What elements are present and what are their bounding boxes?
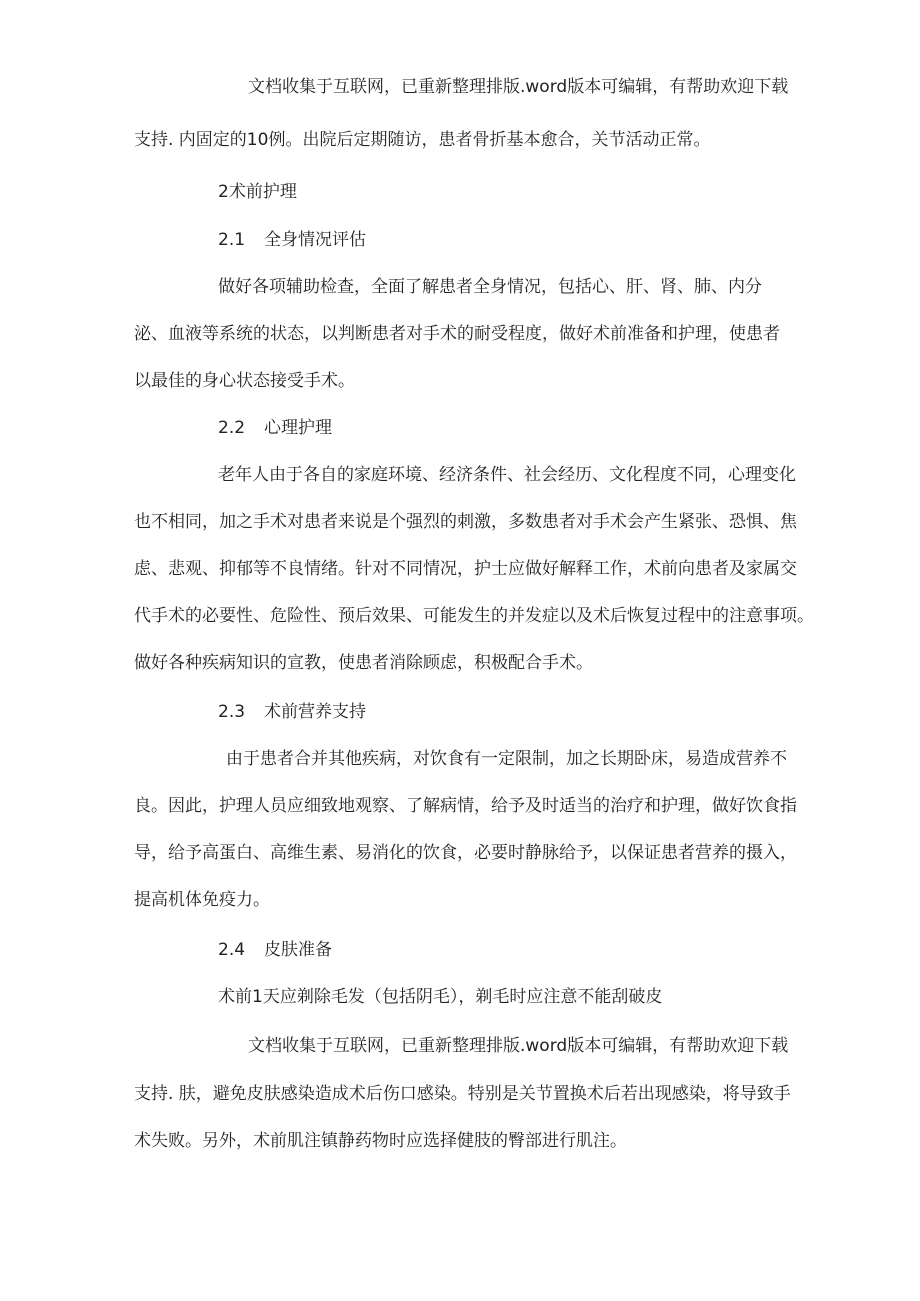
subsection-heading-2-4 [218, 938, 332, 962]
body-line: 由于患者合并其他疾病，对饮食有一定限制，加之长期卧床，易造成营养不 [226, 749, 787, 769]
body-line: 也不相同，加之手术对患者来说是个强烈的刺激，多数患者对手术会产生紧张、恐惧、焦 [134, 512, 797, 532]
body-line: 术失败。另外，术前肌注镇静药物时应选择健肢的臀部进行肌注。 [134, 1131, 627, 1151]
body-line: 泌、血液等系统的状态，以判断患者对手术的耐受程度，做好术前准备和护理，使患者 [134, 324, 780, 344]
section-number: 2.1 [218, 230, 246, 250]
body-line: 支持. 肤，避免皮肤感染造成术后伤口感染。特别是关节置换术后若出现感染，将导致手 [134, 1084, 791, 1104]
body-line: 支持. 内固定的10例。出院后定期随访，患者骨折基本愈合，关节活动正常。 [134, 130, 711, 150]
watermark-line-2: 文档收集于互联网，已重新整理排版.word版本可编辑，有帮助欢迎下载 [248, 1036, 789, 1056]
section-number: 2.2 [218, 418, 246, 438]
body-line: 术前1天应剃除毛发（包括阴毛），剃毛时应注意不能刮破皮 [218, 987, 663, 1007]
body-line: 代手术的必要性、危险性、预后效果、可能发生的并发症以及术后恢复过程中的注意事项。 [134, 606, 814, 626]
body-line: 导，给予高蛋白、高维生素、易消化的饮食，必要时静脉给予，以保证患者营养的摄入， [134, 843, 797, 863]
section-title: 皮肤准备 [264, 940, 332, 960]
body-line: 良。因此，护理人员应细致地观察、了解病情，给予及时适当的治疗和护理，做好饮食指 [134, 796, 797, 816]
subsection-heading-2-1 [218, 228, 366, 252]
body-line: 提高机体免疫力。 [134, 890, 270, 910]
subsection-heading-2-2 [218, 416, 332, 440]
section-number: 2.4 [218, 940, 246, 960]
section-heading-2: 2术前护理 [218, 182, 297, 202]
section-number: 2.3 [218, 702, 246, 722]
section-title: 心理护理 [264, 418, 332, 438]
watermark-line-1: 文档收集于互联网，已重新整理排版.word版本可编辑，有帮助欢迎下载 [248, 77, 789, 97]
body-line: 以最佳的身心状态接受手术。 [134, 371, 355, 391]
body-line: 做好各项辅助检查，全面了解患者全身情况，包括心、肝、肾、肺、内分 [218, 277, 762, 297]
section-title: 全身情况评估 [264, 230, 366, 250]
body-line: 老年人由于各自的家庭环境、经济条件、社会经历、文化程度不同，心理变化 [218, 465, 796, 485]
subsection-heading-2-3 [218, 700, 366, 724]
section-title: 术前营养支持 [264, 702, 366, 722]
body-line: 虑、悲观、抑郁等不良情绪。针对不同情况，护士应做好解释工作，术前向患者及家属交 [134, 559, 797, 579]
body-line: 做好各种疾病知识的宣教，使患者消除顾虑，积极配合手术。 [134, 653, 593, 673]
